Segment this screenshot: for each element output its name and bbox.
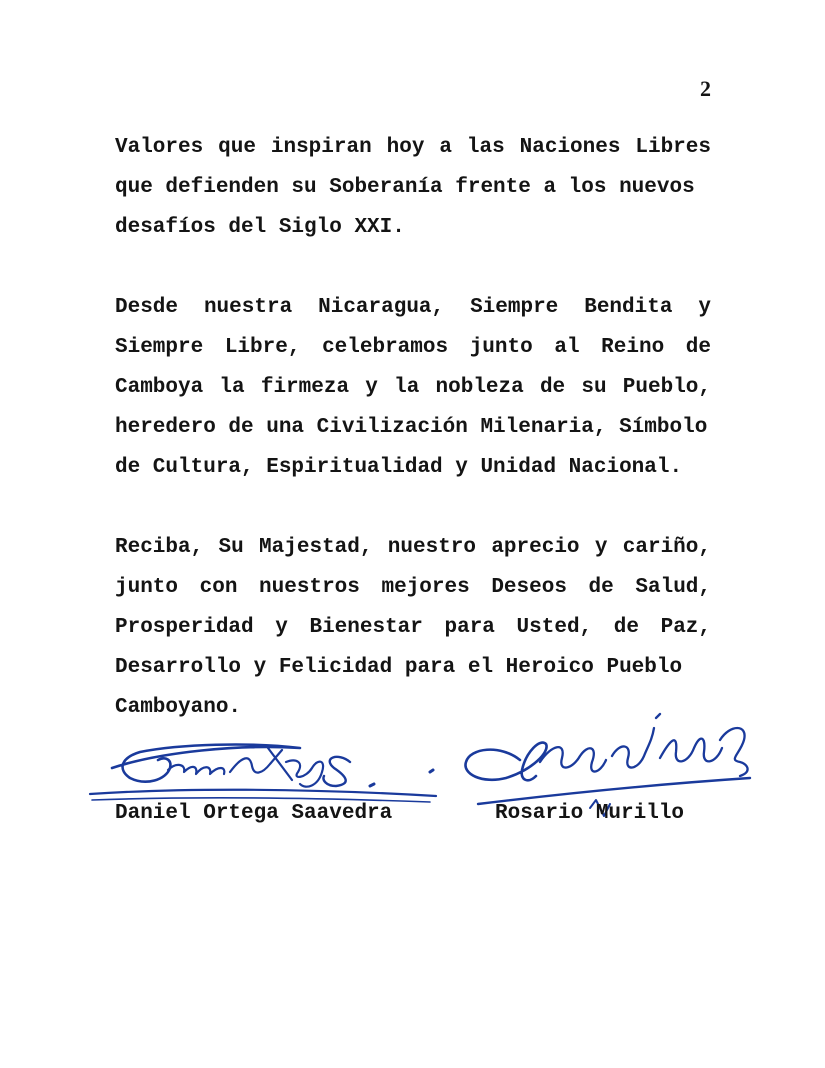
paragraph-line: Desarrollo y Felicidad para el Heroico Pueblo bbox=[115, 656, 683, 679]
signer-name-right: Rosario Murillo bbox=[495, 802, 685, 825]
paragraph-line: Siempre Libre, celebramos junto al Reino de bbox=[115, 336, 711, 359]
page-number: 2 bbox=[700, 76, 711, 101]
paragraph-line: Reciba, Su Majestad, nuestro aprecio y cariño, bbox=[115, 536, 711, 559]
signature-daniel-ortega bbox=[90, 745, 436, 802]
paragraph-line: Prosperidad y Bienestar para Usted, de Paz, bbox=[115, 616, 711, 639]
paragraph-line: que defienden su Soberanía frente a los nuevos bbox=[115, 176, 695, 199]
letter-paragraph-3 bbox=[115, 528, 711, 728]
letter-paragraph-1 bbox=[115, 128, 711, 248]
paragraph-line: Camboya la firmeza y la nobleza de su Pueblo, bbox=[115, 376, 711, 399]
letter-paragraph-2 bbox=[115, 288, 711, 488]
paragraph-line: Camboyano. bbox=[115, 696, 242, 719]
signer-name-left: Daniel Ortega Saavedra bbox=[115, 802, 393, 825]
paragraph-line: junto con nuestros mejores Deseos de Salud, bbox=[115, 576, 711, 599]
paragraph-line: de Cultura, Espiritualidad y Unidad Nacional. bbox=[115, 456, 683, 479]
paragraph-line: Valores que inspiran hoy a las Naciones Libres bbox=[115, 136, 711, 159]
paragraph-line: Desde nuestra Nicaragua, Siempre Bendita y bbox=[115, 296, 711, 319]
paragraph-line: heredero de una Civilización Milenaria, Símbolo bbox=[115, 416, 708, 439]
paragraph-line: desafíos del Siglo XXI. bbox=[115, 216, 405, 239]
